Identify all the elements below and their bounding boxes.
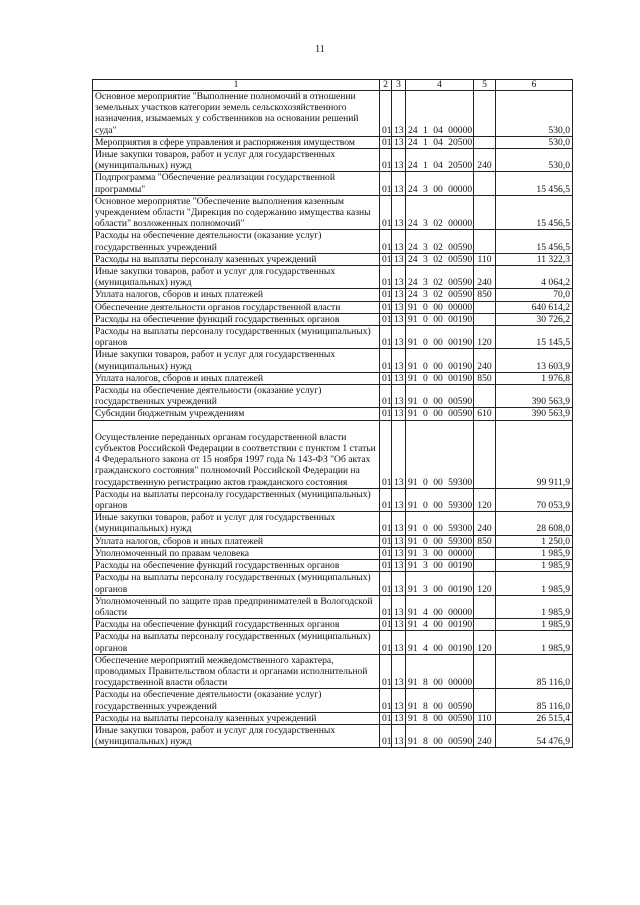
amount-cell: 15 456,5 — [496, 195, 573, 230]
subsection-code-cell: 13 — [392, 488, 406, 511]
header-row — [93, 80, 573, 91]
amount-cell: 30 726,2 — [496, 313, 573, 325]
table-header — [93, 80, 573, 91]
section-code-cell: 01 — [380, 560, 392, 572]
expense-type-cell — [474, 689, 496, 712]
amount-cell: 530,0 — [496, 136, 573, 148]
table-row — [93, 488, 573, 511]
section-code-cell: 01 — [380, 313, 392, 325]
subsection-code-cell: 13 — [392, 619, 406, 631]
table-row — [93, 385, 573, 408]
subsection-code-cell: 13 — [392, 195, 406, 230]
expense-type-cell: 120 — [474, 488, 496, 511]
budget-table — [92, 79, 573, 748]
table-row — [93, 595, 573, 618]
target-article-cell: 24 3 02 00000 — [406, 195, 474, 230]
expense-type-cell — [474, 619, 496, 631]
row-name-cell: Расходы на обеспечение функций государственных органов — [93, 560, 380, 572]
row-name-cell: Расходы на выплаты персоналу государственных (муниципальных) органов — [93, 326, 380, 349]
table-row — [93, 372, 573, 384]
subsection-code-cell: 13 — [392, 253, 406, 265]
amount-cell: 28 608,0 — [496, 512, 573, 535]
table-row — [93, 172, 573, 195]
page-number: 11 — [315, 44, 325, 55]
row-name-cell: Иные закупки товаров, работ и услуг для государственных (муниципальных) нужд — [93, 149, 380, 172]
expense-type-cell: 240 — [474, 512, 496, 535]
row-name-cell: Уплата налогов, сборов и иных платежей — [93, 372, 380, 384]
expense-type-cell: 240 — [474, 149, 496, 172]
section-code-cell: 01 — [380, 724, 392, 747]
row-name-cell: Расходы на выплаты персоналу государственных (муниципальных) органов — [93, 631, 380, 654]
section-code-cell: 01 — [380, 572, 392, 595]
subsection-code-cell: 13 — [392, 313, 406, 325]
target-article-cell: 91 8 00 00590 — [406, 712, 474, 724]
amount-cell: 1 985,9 — [496, 619, 573, 631]
amount-cell: 15 145,5 — [496, 326, 573, 349]
amount-cell: 15 456,5 — [496, 172, 573, 195]
section-code-cell: 01 — [380, 91, 392, 137]
row-name-cell: Иные закупки товаров, работ и услуг для государственных (муниципальных) нужд — [93, 266, 380, 289]
subsection-code-cell: 13 — [392, 136, 406, 148]
expense-type-cell — [474, 560, 496, 572]
expense-type-cell — [474, 595, 496, 618]
table-row — [93, 619, 573, 631]
amount-cell: 85 116,0 — [496, 689, 573, 712]
target-article-cell: 91 4 00 00190 — [406, 631, 474, 654]
target-article-cell: 91 0 00 00590 — [406, 385, 474, 408]
target-article-cell: 24 3 02 00590 — [406, 266, 474, 289]
section-code-cell: 01 — [380, 512, 392, 535]
header-col-2: 2 — [380, 80, 392, 91]
row-name-cell: Уплата налогов, сборов и иных платежей — [93, 535, 380, 547]
row-name-cell: Расходы на выплаты персоналу казенных учреждений — [93, 253, 380, 265]
row-name-cell: Уплата налогов, сборов и иных платежей — [93, 289, 380, 301]
subsection-code-cell: 13 — [392, 349, 406, 372]
amount-cell: 1 985,9 — [496, 595, 573, 618]
target-article-cell: 24 3 02 00590 — [406, 289, 474, 301]
amount-cell: 15 456,5 — [496, 230, 573, 253]
amount-cell: 1 985,9 — [496, 572, 573, 595]
target-article-cell: 24 3 02 00590 — [406, 253, 474, 265]
section-code-cell: 01 — [380, 301, 392, 313]
row-name-cell: Иные закупки товаров, работ и услуг для государственных (муниципальных) нужд — [93, 724, 380, 747]
expense-type-cell: 850 — [474, 289, 496, 301]
row-name-cell: Расходы на обеспечение функций государственных органов — [93, 313, 380, 325]
row-name-cell: Иные закупки товаров, работ и услуг для государственных (муниципальных) нужд — [93, 349, 380, 372]
target-article-cell: 91 0 00 59300 — [406, 488, 474, 511]
row-name-cell: Мероприятия в сфере управления и распоряжения имуществом — [93, 136, 380, 148]
table-row — [93, 253, 573, 265]
table-row — [93, 572, 573, 595]
expense-type-cell: 110 — [474, 712, 496, 724]
expense-type-cell — [474, 301, 496, 313]
header-col-6: 6 — [496, 80, 573, 91]
amount-cell: 1 976,8 — [496, 372, 573, 384]
row-name-cell: Расходы на обеспечение деятельности (оказание услуг) государственных учреждений — [93, 385, 380, 408]
amount-cell: 99 911,9 — [496, 420, 573, 488]
table-row — [93, 408, 573, 420]
amount-cell: 4 064,2 — [496, 266, 573, 289]
table-row — [93, 420, 573, 488]
amount-cell: 1 985,9 — [496, 631, 573, 654]
subsection-code-cell: 13 — [392, 408, 406, 420]
subsection-code-cell: 13 — [392, 712, 406, 724]
subsection-code-cell: 13 — [392, 289, 406, 301]
target-article-cell: 91 4 00 00000 — [406, 595, 474, 618]
amount-cell: 70 053,9 — [496, 488, 573, 511]
target-article-cell: 91 8 00 00000 — [406, 654, 474, 689]
section-code-cell: 01 — [380, 535, 392, 547]
row-name-cell: Обеспечение деятельности органов государственной власти — [93, 301, 380, 313]
table-row — [93, 136, 573, 148]
table-row — [93, 91, 573, 137]
header-col-4: 4 — [406, 80, 474, 91]
table-row — [93, 724, 573, 747]
row-name-cell: Расходы на обеспечение функций государственных органов — [93, 619, 380, 631]
expense-type-cell — [474, 385, 496, 408]
section-code-cell: 01 — [380, 547, 392, 559]
expense-type-cell — [474, 195, 496, 230]
subsection-code-cell: 13 — [392, 547, 406, 559]
expense-type-cell: 240 — [474, 724, 496, 747]
section-code-cell: 01 — [380, 172, 392, 195]
section-code-cell: 01 — [380, 149, 392, 172]
table-row — [93, 631, 573, 654]
row-name-cell: Расходы на выплаты персоналу государственных (муниципальных) органов — [93, 572, 380, 595]
expense-type-cell — [474, 91, 496, 137]
target-article-cell: 91 0 00 59300 — [406, 420, 474, 488]
target-article-cell: 91 0 00 59300 — [406, 535, 474, 547]
subsection-code-cell: 13 — [392, 172, 406, 195]
target-article-cell: 91 4 00 00190 — [406, 619, 474, 631]
target-article-cell: 24 3 00 00000 — [406, 172, 474, 195]
subsection-code-cell: 13 — [392, 91, 406, 137]
target-article-cell: 91 0 00 00190 — [406, 326, 474, 349]
subsection-code-cell: 13 — [392, 535, 406, 547]
section-code-cell: 01 — [380, 136, 392, 148]
row-name-cell: Осуществление переданных органам государственной власти субъектов Российской Федерации в соответствии с пунктом 1 статьи 4 Федерального закона от 15 ноября 1997 года № 143-ФЗ "Об актах гражданского состояния" полномочий Российской Федерации на государственную регистрацию актов гражданского состояния — [93, 420, 380, 488]
subsection-code-cell: 13 — [392, 266, 406, 289]
subsection-code-cell: 13 — [392, 372, 406, 384]
amount-cell: 390 563,9 — [496, 385, 573, 408]
subsection-code-cell: 13 — [392, 724, 406, 747]
table-row — [93, 535, 573, 547]
table-body — [93, 91, 573, 748]
table-row — [93, 266, 573, 289]
target-article-cell: 91 8 00 00590 — [406, 689, 474, 712]
target-article-cell: 91 0 00 00000 — [406, 301, 474, 313]
row-name-cell: Расходы на выплаты персоналу казенных учреждений — [93, 712, 380, 724]
target-article-cell: 91 3 00 00190 — [406, 560, 474, 572]
section-code-cell: 01 — [380, 488, 392, 511]
subsection-code-cell: 13 — [392, 654, 406, 689]
table-row — [93, 712, 573, 724]
target-article-cell: 91 0 00 00190 — [406, 313, 474, 325]
row-name-cell: Расходы на обеспечение деятельности (оказание услуг) государственных учреждений — [93, 230, 380, 253]
row-name-cell: Иные закупки товаров, работ и услуг для государственных (муниципальных) нужд — [93, 512, 380, 535]
expense-type-cell — [474, 654, 496, 689]
section-code-cell: 01 — [380, 266, 392, 289]
row-name-cell: Основное мероприятие "Выполнение полномочий в отношении земельных участков категории земель сельскохозяйственного назначения, изымаемых у собственников на основании решений суда" — [93, 91, 380, 137]
expense-type-cell: 120 — [474, 326, 496, 349]
table-row — [93, 654, 573, 689]
subsection-code-cell: 13 — [392, 572, 406, 595]
expense-type-cell: 850 — [474, 535, 496, 547]
header-col-3: 3 — [392, 80, 406, 91]
expense-type-cell: 610 — [474, 408, 496, 420]
row-name-cell: Расходы на выплаты персоналу государственных (муниципальных) органов — [93, 488, 380, 511]
section-code-cell: 01 — [380, 689, 392, 712]
amount-cell: 640 614,2 — [496, 301, 573, 313]
expense-type-cell: 120 — [474, 572, 496, 595]
subsection-code-cell: 13 — [392, 595, 406, 618]
section-code-cell: 01 — [380, 408, 392, 420]
table-row — [93, 560, 573, 572]
subsection-code-cell: 13 — [392, 385, 406, 408]
expense-type-cell: 850 — [474, 372, 496, 384]
subsection-code-cell: 13 — [392, 420, 406, 488]
row-name-cell: Обеспечение мероприятий межведомственного характера, проводимых Правительством области и органами исполнительной государственной власти области — [93, 654, 380, 689]
target-article-cell: 91 3 00 00000 — [406, 547, 474, 559]
amount-cell: 1 985,9 — [496, 560, 573, 572]
row-name-cell: Уполномоченный по защите прав предпринимателей в Вологодской области — [93, 595, 380, 618]
section-code-cell: 01 — [380, 195, 392, 230]
target-article-cell: 24 3 02 00590 — [406, 230, 474, 253]
expense-type-cell — [474, 172, 496, 195]
amount-cell: 1 985,9 — [496, 547, 573, 559]
subsection-code-cell: 13 — [392, 631, 406, 654]
table-row — [93, 289, 573, 301]
amount-cell: 1 250,0 — [496, 535, 573, 547]
row-name-cell: Уполномоченный по правам человека — [93, 547, 380, 559]
target-article-cell: 24 1 04 20500 — [406, 149, 474, 172]
amount-cell: 11 322,3 — [496, 253, 573, 265]
subsection-code-cell: 13 — [392, 326, 406, 349]
section-code-cell: 01 — [380, 230, 392, 253]
target-article-cell: 91 3 00 00190 — [406, 572, 474, 595]
header-col-1: 1 — [93, 80, 380, 91]
subsection-code-cell: 13 — [392, 230, 406, 253]
target-article-cell: 91 0 00 00190 — [406, 372, 474, 384]
table-row — [93, 512, 573, 535]
amount-cell: 54 476,9 — [496, 724, 573, 747]
table-row — [93, 313, 573, 325]
subsection-code-cell: 13 — [392, 512, 406, 535]
table-row — [93, 230, 573, 253]
expense-type-cell: 110 — [474, 253, 496, 265]
amount-cell: 26 515,4 — [496, 712, 573, 724]
row-name-cell: Субсидии бюджетным учреждениям — [93, 408, 380, 420]
subsection-code-cell: 13 — [392, 689, 406, 712]
table-row — [93, 149, 573, 172]
amount-cell: 390 563,9 — [496, 408, 573, 420]
row-name-cell: Подпрограмма "Обеспечение реализации государственной программы" — [93, 172, 380, 195]
section-code-cell: 01 — [380, 619, 392, 631]
expense-type-cell — [474, 313, 496, 325]
section-code-cell: 01 — [380, 326, 392, 349]
subsection-code-cell: 13 — [392, 149, 406, 172]
expense-type-cell — [474, 230, 496, 253]
amount-cell: 70,0 — [496, 289, 573, 301]
target-article-cell: 91 0 00 59300 — [406, 512, 474, 535]
section-code-cell: 01 — [380, 385, 392, 408]
header-col-5: 5 — [474, 80, 496, 91]
table-row — [93, 349, 573, 372]
target-article-cell: 91 8 00 00590 — [406, 724, 474, 747]
section-code-cell: 01 — [380, 712, 392, 724]
expense-type-cell — [474, 420, 496, 488]
target-article-cell: 24 1 04 20500 — [406, 136, 474, 148]
section-code-cell: 01 — [380, 595, 392, 618]
row-name-cell: Расходы на обеспечение деятельности (оказание услуг) государственных учреждений — [93, 689, 380, 712]
amount-cell: 13 603,9 — [496, 349, 573, 372]
table-row — [93, 689, 573, 712]
section-code-cell: 01 — [380, 289, 392, 301]
expense-type-cell: 240 — [474, 349, 496, 372]
expense-type-cell — [474, 547, 496, 559]
subsection-code-cell: 13 — [392, 301, 406, 313]
table-row — [93, 301, 573, 313]
subsection-code-cell: 13 — [392, 560, 406, 572]
expense-type-cell: 240 — [474, 266, 496, 289]
row-name-cell: Основное мероприятие "Обеспечение выполнения казенным учреждением области "Дирекция по содержанию имущества казны области" возложенных полномочий" — [93, 195, 380, 230]
section-code-cell: 01 — [380, 349, 392, 372]
target-article-cell: 91 0 00 00590 — [406, 408, 474, 420]
section-code-cell: 01 — [380, 654, 392, 689]
target-article-cell: 24 1 04 00000 — [406, 91, 474, 137]
amount-cell: 530,0 — [496, 149, 573, 172]
section-code-cell: 01 — [380, 253, 392, 265]
section-code-cell: 01 — [380, 372, 392, 384]
target-article-cell: 91 0 00 00190 — [406, 349, 474, 372]
expense-type-cell — [474, 136, 496, 148]
amount-cell: 85 116,0 — [496, 654, 573, 689]
section-code-cell: 01 — [380, 420, 392, 488]
table-row — [93, 195, 573, 230]
table-row — [93, 547, 573, 559]
expense-type-cell: 120 — [474, 631, 496, 654]
amount-cell: 530,0 — [496, 91, 573, 137]
section-code-cell: 01 — [380, 631, 392, 654]
table-row — [93, 326, 573, 349]
